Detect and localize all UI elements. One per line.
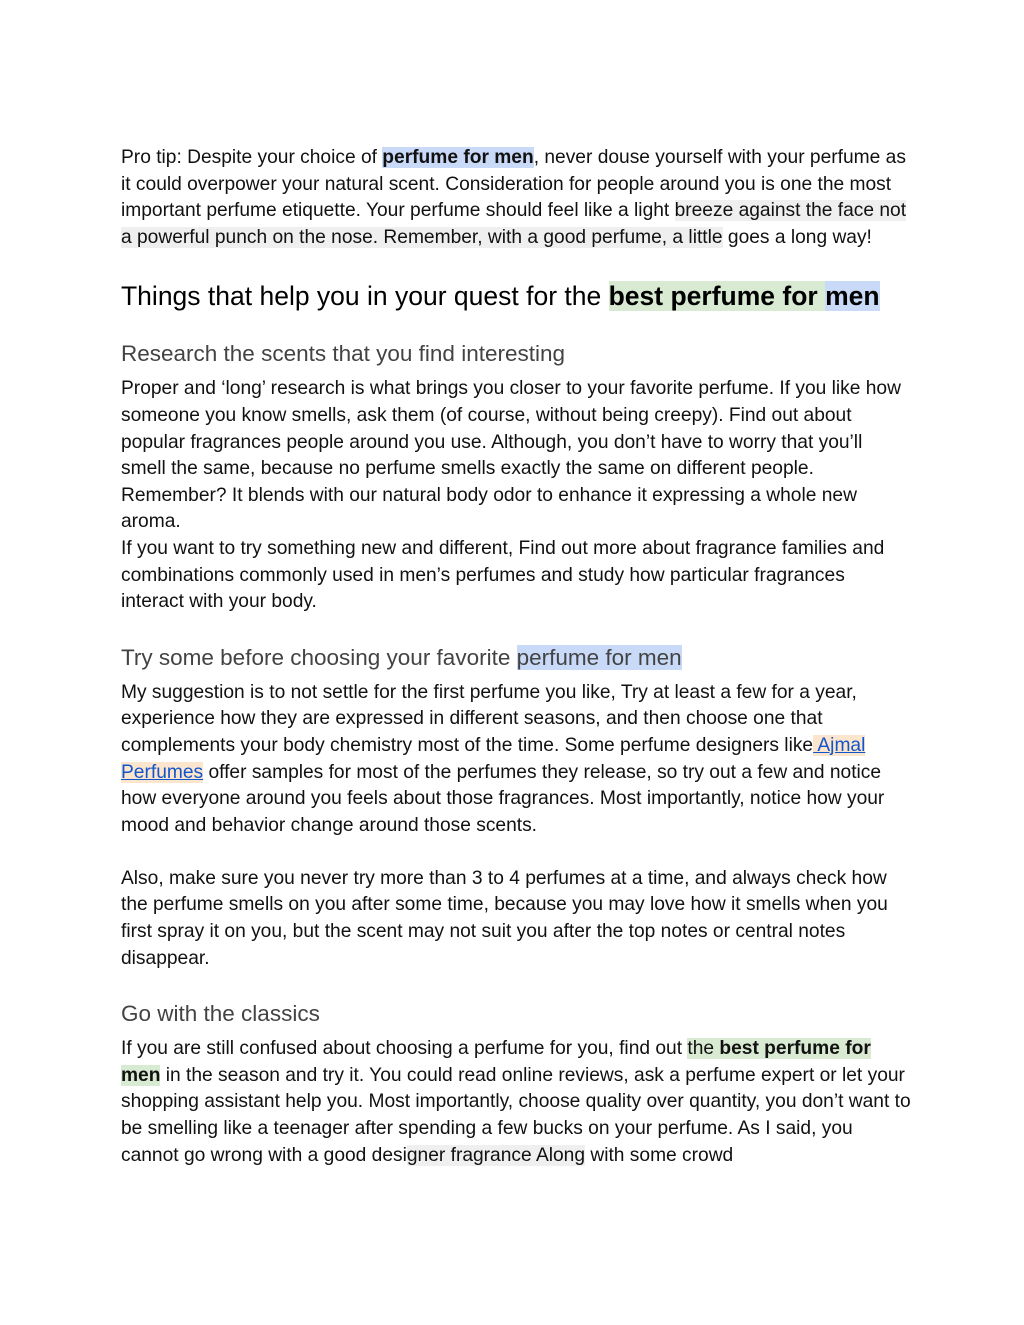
research-paragraph-2: If you want to try something new and different, Find out more about fragrance families and combinations commonly used in men’s perfumes and study how particular fragrances interact with your body. (121, 537, 885, 613)
keyword-highlight: best perfume for (608, 281, 826, 312)
research-heading: Research the scents that you find interesting (121, 341, 566, 367)
keyword-highlight: men (825, 281, 880, 312)
text-run: in the season and try it. You could read online reviews, ask a perfume expert or let your shopping assistant help you. Most importantly, choose quality over quantity, you don’t want to be smelling like a teenager after spending a few bucks on your perfume. As I said, you cannot go wrong with a good desi (121, 1064, 911, 1166)
text-run: My suggestion is to not settle for the first perfume you like, Try at least a few for a year, experience how they are expressed in different seasons, and then choose one that complements your body chemistry most of the time. Some perfume designers like (121, 681, 857, 756)
try-some-paragraph (121, 680, 911, 840)
keyword-highlight: perfume for men (382, 147, 534, 168)
text-run: goes a long way! (722, 226, 872, 248)
pro-tip-paragraph (121, 145, 911, 251)
text-run: Pro tip: Despite your choice of (121, 147, 383, 168)
grey-highlight: breeze against the face not a powerful punch on the nose. Remember, with a good perfume, a little (121, 200, 907, 248)
try-some-heading (121, 643, 911, 673)
text-run: offer samples for most of the perfumes they release, so try out a few and notice how everyone around you feels about those fragrances. Most importantly, notice how your mood and behavior change around those scents. (121, 761, 885, 836)
document-body (121, 145, 911, 1169)
classics-paragraph (121, 1036, 911, 1169)
try-some-paragraph-2: Also, make sure you never try more than 3 to 4 perfumes at a time, and always check how the perfume smells on you after some time, because you may love how it smells when you first spray it on you, but the scent may not suit you after the top notes or central notes disappear. (121, 867, 888, 969)
keyword-highlight: the (687, 1038, 720, 1060)
heading-text: Try some before choosing your favorite (121, 644, 517, 670)
text-run: , never douse yourself with your perfume as it could overpower your natural scent. Consideration for people around you is one the most important perfume etiquette. Your perfume should feel like a light (121, 147, 906, 222)
ajmal-perfumes-link[interactable]: Ajmal Perfumes (121, 734, 866, 783)
heading-text: Things that help you in your quest for the (121, 281, 609, 312)
classics-heading: Go with the classics (121, 1001, 320, 1027)
section-heading (121, 278, 911, 314)
keyword-highlight: best perfume for men (121, 1038, 871, 1086)
keyword-highlight: perfume for men (516, 644, 682, 670)
text-run: with some crowd (585, 1144, 734, 1166)
text-run: If you are still confused about choosing a perfume for you, find out (121, 1038, 688, 1060)
research-paragraph: Proper and ‘long’ research is what brings you closer to your favorite perfume. If you like how someone you know smells, ask them (of course, without being creepy). Find out about popular fragrances people around you use. Although, you don’t have to worry that you’ll smell the same, because no perfume smells exactly the same on different people. Remember? It blends with our natural body odor to enhance it expressing a whole new aroma. (121, 378, 901, 533)
grey-highlight: gner fragrance Along (406, 1144, 586, 1166)
